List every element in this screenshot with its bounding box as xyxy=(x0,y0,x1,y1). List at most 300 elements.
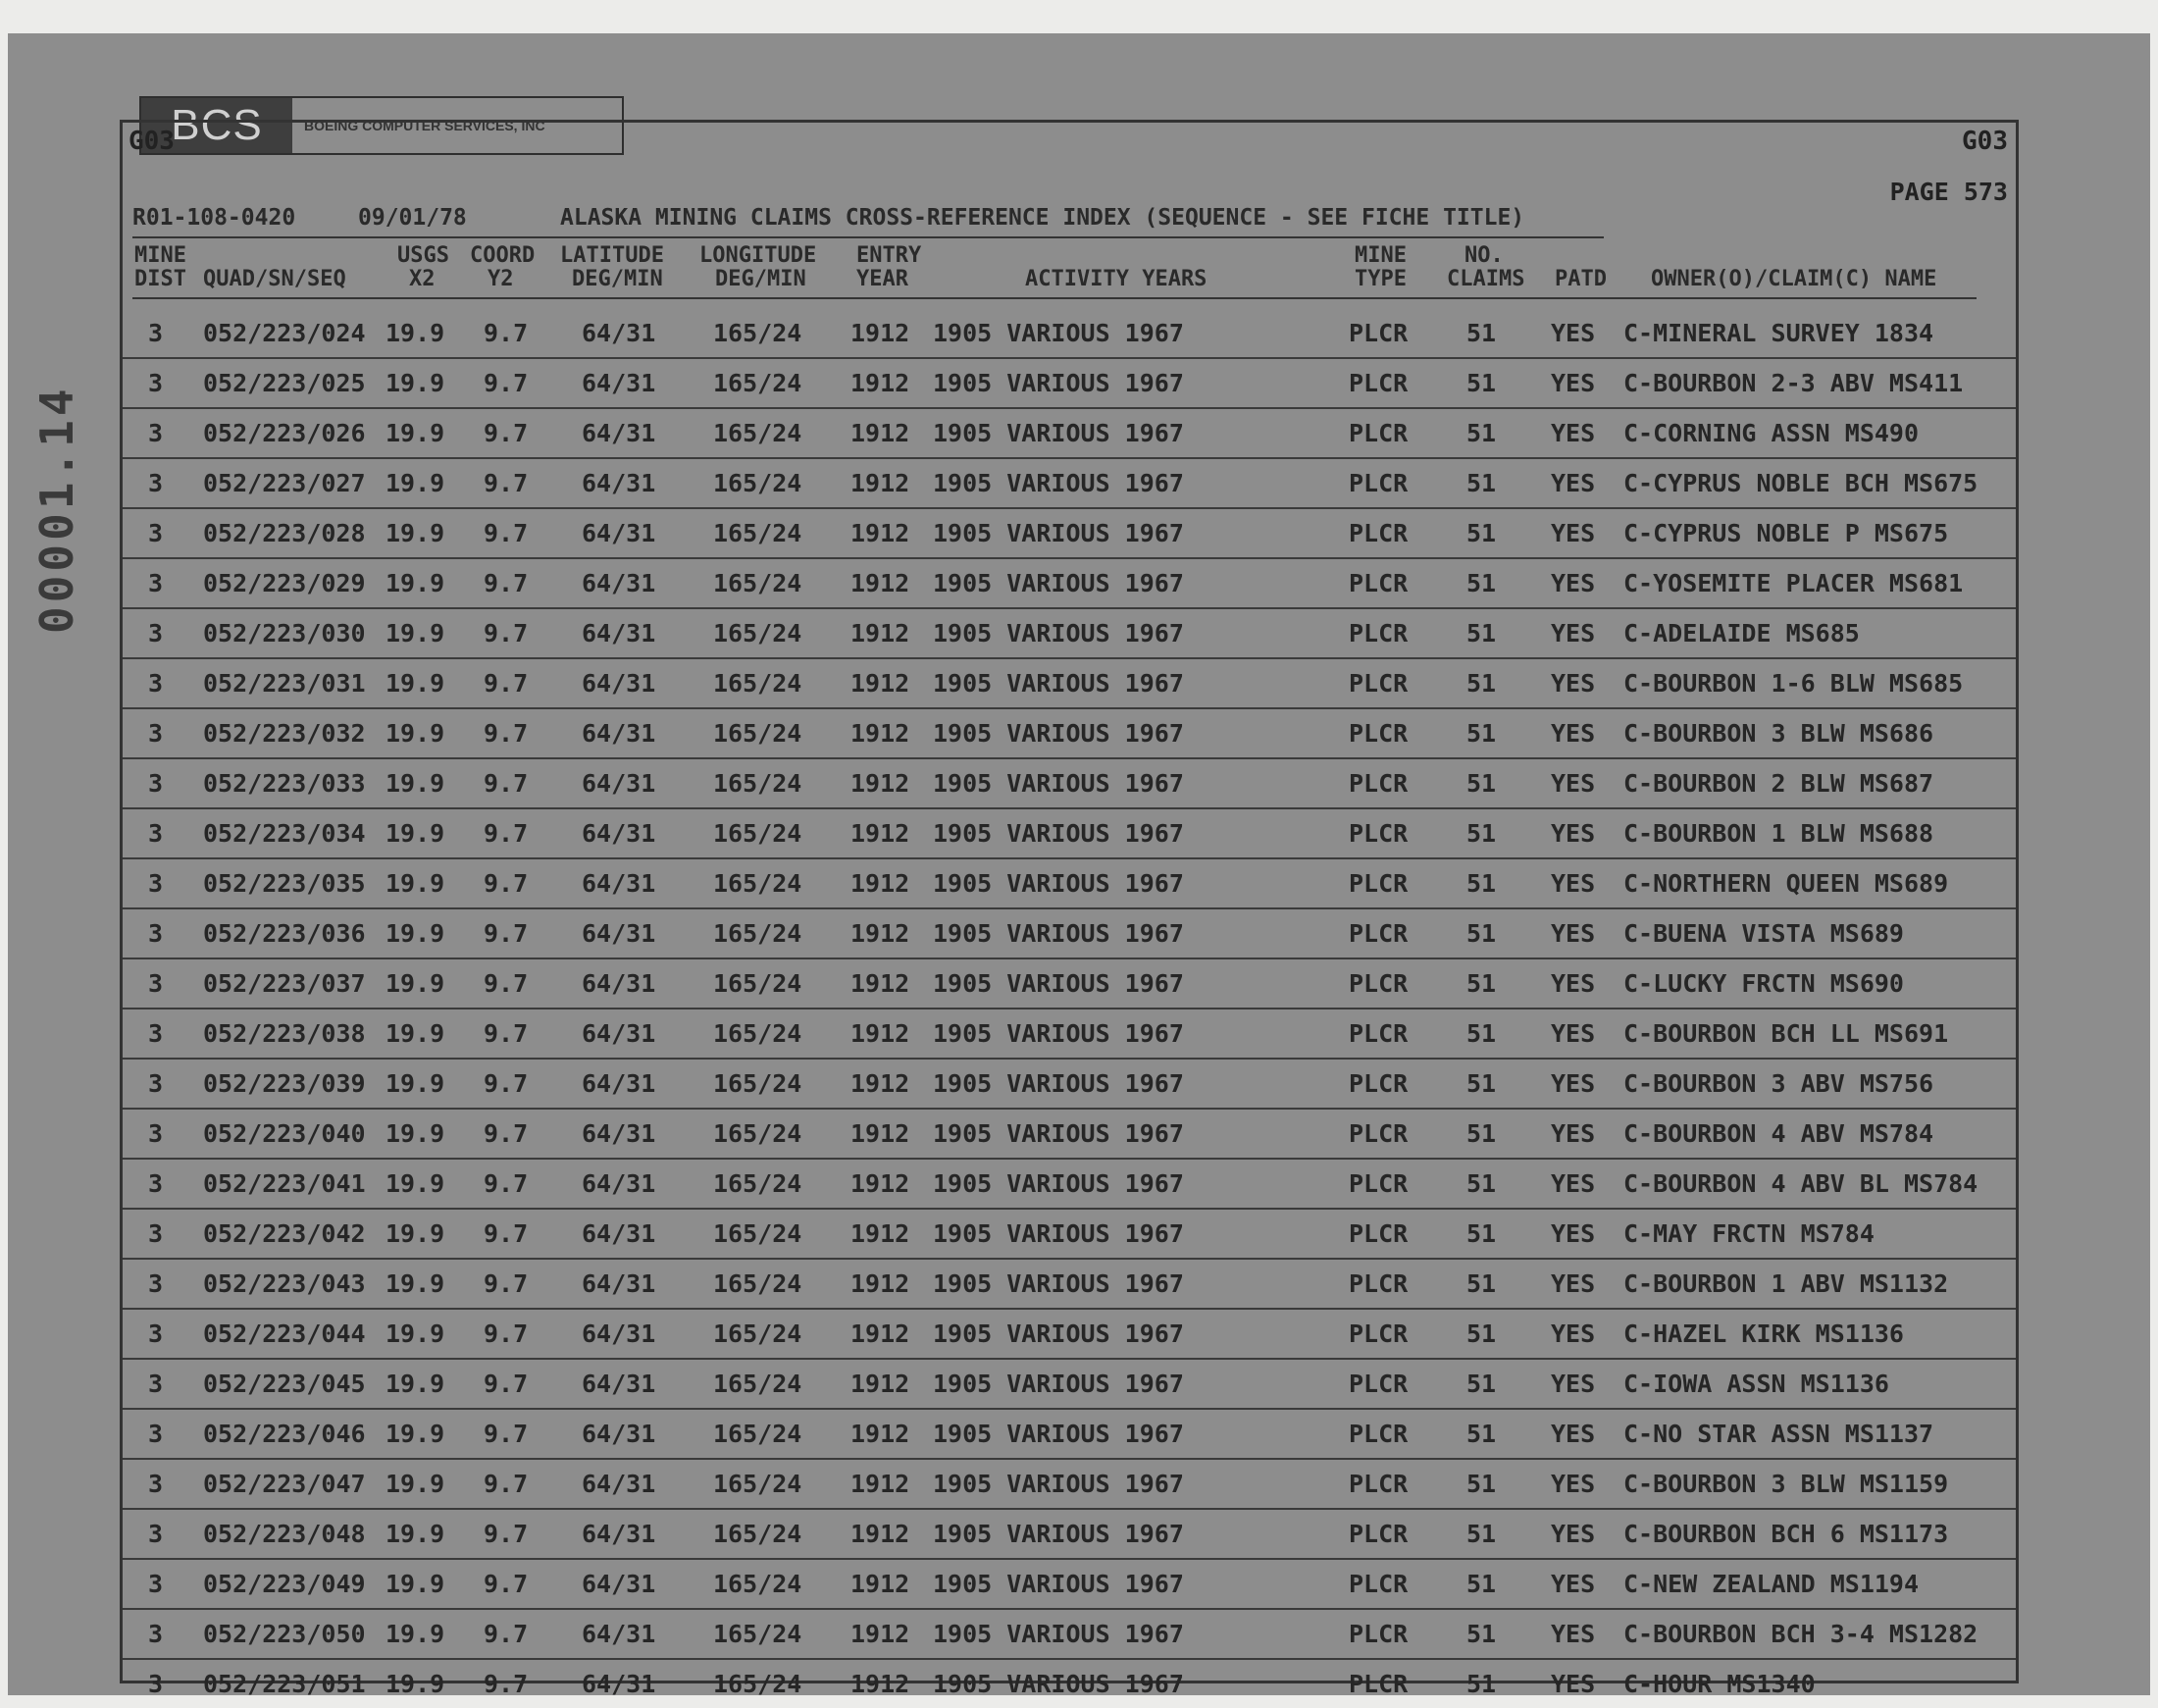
cell-coord-y2: 9.7 xyxy=(484,1019,529,1048)
cell-owner-claim-name: C-BOURBON BCH LL MS691 xyxy=(1623,1019,1949,1048)
cell-latitude: 64/31 xyxy=(582,769,656,798)
cell-quad-sn-seq: 052/223/036 xyxy=(203,919,366,948)
cell-mine-dist: 3 xyxy=(148,1520,164,1548)
cell-owner-claim-name: C-BOURBON 4 ABV BL MS784 xyxy=(1623,1169,1978,1198)
cell-activity-years: 1905 VARIOUS 1967 xyxy=(933,369,1184,397)
cell-no-claims: 51 xyxy=(1466,619,1497,647)
cell-coord-y2: 9.7 xyxy=(484,469,529,497)
cell-activity-years: 1905 VARIOUS 1967 xyxy=(933,919,1184,948)
cell-activity-years: 1905 VARIOUS 1967 xyxy=(933,1069,1184,1098)
cell-latitude: 64/31 xyxy=(582,1119,656,1148)
cell-coord-y2: 9.7 xyxy=(484,819,529,848)
cell-coord-y2: 9.7 xyxy=(484,1620,529,1648)
cell-no-claims: 51 xyxy=(1466,769,1497,798)
cell-activity-years: 1905 VARIOUS 1967 xyxy=(933,569,1184,597)
cell-patented: YES xyxy=(1551,1069,1596,1098)
cell-mine-dist: 3 xyxy=(148,919,164,948)
table-row xyxy=(123,1610,2016,1660)
cell-latitude: 64/31 xyxy=(582,1420,656,1448)
cell-owner-claim-name: C-BOURBON 1-6 BLW MS685 xyxy=(1623,669,1964,698)
cell-owner-claim-name: C-CYPRUS NOBLE P MS675 xyxy=(1623,519,1949,547)
cell-longitude: 165/24 xyxy=(713,1169,802,1198)
cell-no-claims: 51 xyxy=(1466,919,1497,948)
cell-usgs-x2: 19.9 xyxy=(385,869,445,898)
cell-no-claims: 51 xyxy=(1466,1670,1497,1698)
cell-mine-dist: 3 xyxy=(148,469,164,497)
cell-coord-y2: 9.7 xyxy=(484,369,529,397)
header-rule xyxy=(132,297,1977,299)
cell-mine-type: PLCR xyxy=(1349,919,1409,948)
cell-latitude: 64/31 xyxy=(582,1169,656,1198)
cell-mine-type: PLCR xyxy=(1349,1470,1409,1498)
cell-latitude: 64/31 xyxy=(582,1370,656,1398)
cell-owner-claim-name: C-BOURBON 2-3 ABV MS411 xyxy=(1623,369,1964,397)
cell-mine-type: PLCR xyxy=(1349,1320,1409,1348)
cell-mine-type: PLCR xyxy=(1349,519,1409,547)
cell-entry-year: 1912 xyxy=(850,369,910,397)
cell-entry-year: 1912 xyxy=(850,1570,910,1598)
report-title-line xyxy=(132,203,1604,238)
table-row xyxy=(123,1210,2016,1260)
cell-quad-sn-seq: 052/223/033 xyxy=(203,769,366,798)
cell-usgs-x2: 19.9 xyxy=(385,519,445,547)
cell-usgs-x2: 19.9 xyxy=(385,1219,445,1248)
cell-usgs-x2: 19.9 xyxy=(385,319,445,347)
table-row xyxy=(123,1009,2016,1060)
cell-mine-type: PLCR xyxy=(1349,319,1409,347)
cell-no-claims: 51 xyxy=(1466,1370,1497,1398)
cell-usgs-x2: 19.9 xyxy=(385,1119,445,1148)
cell-longitude: 165/24 xyxy=(713,1119,802,1148)
cell-entry-year: 1912 xyxy=(850,1620,910,1648)
cell-no-claims: 51 xyxy=(1466,569,1497,597)
cell-activity-years: 1905 VARIOUS 1967 xyxy=(933,769,1184,798)
cell-coord-y2: 9.7 xyxy=(484,1119,529,1148)
cell-usgs-x2: 19.9 xyxy=(385,1520,445,1548)
cell-patented: YES xyxy=(1551,1370,1596,1398)
cell-coord-y2: 9.7 xyxy=(484,1670,529,1698)
cell-quad-sn-seq: 052/223/027 xyxy=(203,469,366,497)
cell-longitude: 165/24 xyxy=(713,769,802,798)
cell-usgs-x2: 19.9 xyxy=(385,569,445,597)
cell-mine-dist: 3 xyxy=(148,869,164,898)
cell-quad-sn-seq: 052/223/050 xyxy=(203,1620,366,1648)
cell-longitude: 165/24 xyxy=(713,519,802,547)
cell-mine-dist: 3 xyxy=(148,1470,164,1498)
header-mine-type: MINE TYPE xyxy=(1355,243,1407,291)
cell-entry-year: 1912 xyxy=(850,1370,910,1398)
cell-activity-years: 1905 VARIOUS 1967 xyxy=(933,1670,1184,1698)
cell-usgs-x2: 19.9 xyxy=(385,1320,445,1348)
cell-owner-claim-name: C-YOSEMITE PLACER MS681 xyxy=(1623,569,1964,597)
cell-usgs-x2: 19.9 xyxy=(385,769,445,798)
cell-mine-dist: 3 xyxy=(148,669,164,698)
cell-mine-type: PLCR xyxy=(1349,1019,1409,1048)
header-no-claims: NO. CLAIMS xyxy=(1447,243,1525,291)
cell-quad-sn-seq: 052/223/035 xyxy=(203,869,366,898)
cell-usgs-x2: 19.9 xyxy=(385,819,445,848)
cell-mine-dist: 3 xyxy=(148,1420,164,1448)
cell-entry-year: 1912 xyxy=(850,1670,910,1698)
cell-usgs-x2: 19.9 xyxy=(385,619,445,647)
cell-coord-y2: 9.7 xyxy=(484,969,529,998)
table-row xyxy=(123,759,2016,809)
cell-activity-years: 1905 VARIOUS 1967 xyxy=(933,1169,1184,1198)
table-row xyxy=(123,409,2016,459)
cell-no-claims: 51 xyxy=(1466,469,1497,497)
cell-quad-sn-seq: 052/223/024 xyxy=(203,319,366,347)
cell-owner-claim-name: C-BOURBON 1 ABV MS1132 xyxy=(1623,1269,1949,1298)
cell-patented: YES xyxy=(1551,1169,1596,1198)
cell-owner-claim-name: C-MAY FRCTN MS784 xyxy=(1623,1219,1875,1248)
cell-mine-dist: 3 xyxy=(148,1570,164,1598)
cell-longitude: 165/24 xyxy=(713,569,802,597)
cell-owner-claim-name: C-BOURBON 3 ABV MS756 xyxy=(1623,1069,1934,1098)
cell-quad-sn-seq: 052/223/031 xyxy=(203,669,366,698)
cell-longitude: 165/24 xyxy=(713,1470,802,1498)
cell-entry-year: 1912 xyxy=(850,1169,910,1198)
cell-entry-year: 1912 xyxy=(850,719,910,748)
cell-quad-sn-seq: 052/223/029 xyxy=(203,569,366,597)
cell-longitude: 165/24 xyxy=(713,969,802,998)
cell-mine-type: PLCR xyxy=(1349,1269,1409,1298)
cell-mine-dist: 3 xyxy=(148,1320,164,1348)
cell-entry-year: 1912 xyxy=(850,1420,910,1448)
cell-coord-y2: 9.7 xyxy=(484,1320,529,1348)
logo-abbr: BCS xyxy=(141,98,292,153)
header-longitude: LONGITUDE DEG/MIN xyxy=(699,243,817,291)
cell-activity-years: 1905 VARIOUS 1967 xyxy=(933,469,1184,497)
cell-entry-year: 1912 xyxy=(850,519,910,547)
cell-longitude: 165/24 xyxy=(713,1069,802,1098)
header-coord-y2: COORD Y2 xyxy=(470,243,536,291)
cell-longitude: 165/24 xyxy=(713,319,802,347)
cell-usgs-x2: 19.9 xyxy=(385,1670,445,1698)
cell-owner-claim-name: C-BOURBON BCH 3-4 MS1282 xyxy=(1623,1620,1978,1648)
cell-owner-claim-name: C-HOUR MS1340 xyxy=(1623,1670,1816,1698)
cell-no-claims: 51 xyxy=(1466,1520,1497,1548)
header-quad: QUAD/SN/SEQ xyxy=(203,267,346,291)
cell-latitude: 64/31 xyxy=(582,619,656,647)
cell-usgs-x2: 19.9 xyxy=(385,969,445,998)
cell-coord-y2: 9.7 xyxy=(484,769,529,798)
cell-quad-sn-seq: 052/223/034 xyxy=(203,819,366,848)
cell-mine-type: PLCR xyxy=(1349,1520,1409,1548)
cell-mine-dist: 3 xyxy=(148,1119,164,1148)
cell-usgs-x2: 19.9 xyxy=(385,1470,445,1498)
cell-patented: YES xyxy=(1551,919,1596,948)
cell-usgs-x2: 19.9 xyxy=(385,1570,445,1598)
cell-owner-claim-name: C-CYPRUS NOBLE BCH MS675 xyxy=(1623,469,1978,497)
cell-longitude: 165/24 xyxy=(713,1670,802,1698)
cell-longitude: 165/24 xyxy=(713,869,802,898)
cell-no-claims: 51 xyxy=(1466,1019,1497,1048)
report-frame xyxy=(120,120,2019,1698)
cell-no-claims: 51 xyxy=(1466,319,1497,347)
cell-entry-year: 1912 xyxy=(850,1219,910,1248)
cell-activity-years: 1905 VARIOUS 1967 xyxy=(933,1420,1184,1448)
cell-no-claims: 51 xyxy=(1466,869,1497,898)
cell-no-claims: 51 xyxy=(1466,369,1497,397)
cell-usgs-x2: 19.9 xyxy=(385,1169,445,1198)
table-row xyxy=(123,1260,2016,1310)
table-row xyxy=(123,309,2016,359)
cell-owner-claim-name: C-CORNING ASSN MS490 xyxy=(1623,419,1920,447)
cell-owner-claim-name: C-NORTHERN QUEEN MS689 xyxy=(1623,869,1949,898)
cell-mine-type: PLCR xyxy=(1349,969,1409,998)
cell-quad-sn-seq: 052/223/051 xyxy=(203,1670,366,1698)
cell-mine-type: PLCR xyxy=(1349,369,1409,397)
table-row xyxy=(123,509,2016,559)
cell-no-claims: 51 xyxy=(1466,1219,1497,1248)
cell-coord-y2: 9.7 xyxy=(484,719,529,748)
cell-latitude: 64/31 xyxy=(582,1470,656,1498)
table-row xyxy=(123,1410,2016,1460)
cell-entry-year: 1912 xyxy=(850,619,910,647)
cell-owner-claim-name: C-BOURBON 1 BLW MS688 xyxy=(1623,819,1934,848)
cell-latitude: 64/31 xyxy=(582,1219,656,1248)
cell-usgs-x2: 19.9 xyxy=(385,669,445,698)
cell-patented: YES xyxy=(1551,469,1596,497)
cell-patented: YES xyxy=(1551,419,1596,447)
cell-latitude: 64/31 xyxy=(582,419,656,447)
cell-coord-y2: 9.7 xyxy=(484,619,529,647)
table-row xyxy=(123,659,2016,709)
cell-mine-type: PLCR xyxy=(1349,1620,1409,1648)
cell-quad-sn-seq: 052/223/044 xyxy=(203,1320,366,1348)
column-header xyxy=(132,244,2006,299)
cell-activity-years: 1905 VARIOUS 1967 xyxy=(933,1019,1184,1048)
cell-patented: YES xyxy=(1551,1570,1596,1598)
cell-mine-type: PLCR xyxy=(1349,1069,1409,1098)
cell-mine-dist: 3 xyxy=(148,369,164,397)
cell-latitude: 64/31 xyxy=(582,569,656,597)
cell-mine-type: PLCR xyxy=(1349,1370,1409,1398)
cell-coord-y2: 9.7 xyxy=(484,1470,529,1498)
cell-mine-dist: 3 xyxy=(148,519,164,547)
cell-latitude: 64/31 xyxy=(582,1520,656,1548)
cell-latitude: 64/31 xyxy=(582,1570,656,1598)
cell-quad-sn-seq: 052/223/045 xyxy=(203,1370,366,1398)
cell-patented: YES xyxy=(1551,1320,1596,1348)
cell-mine-type: PLCR xyxy=(1349,669,1409,698)
cell-patented: YES xyxy=(1551,1269,1596,1298)
cell-longitude: 165/24 xyxy=(713,1219,802,1248)
cell-entry-year: 1912 xyxy=(850,469,910,497)
cell-entry-year: 1912 xyxy=(850,1470,910,1498)
cell-usgs-x2: 19.9 xyxy=(385,1069,445,1098)
cell-mine-type: PLCR xyxy=(1349,869,1409,898)
cell-quad-sn-seq: 052/223/037 xyxy=(203,969,366,998)
cell-coord-y2: 9.7 xyxy=(484,1370,529,1398)
header-entry-year: ENTRY YEAR xyxy=(856,243,922,291)
page-number: PAGE 573 xyxy=(1889,178,2008,206)
cell-coord-y2: 9.7 xyxy=(484,1169,529,1198)
table-row xyxy=(123,709,2016,759)
cell-owner-claim-name: C-BOURBON 3 BLW MS1159 xyxy=(1623,1470,1949,1498)
cell-latitude: 64/31 xyxy=(582,1670,656,1698)
cell-no-claims: 51 xyxy=(1466,419,1497,447)
cell-mine-type: PLCR xyxy=(1349,819,1409,848)
cell-coord-y2: 9.7 xyxy=(484,319,529,347)
cell-longitude: 165/24 xyxy=(713,1320,802,1348)
cell-longitude: 165/24 xyxy=(713,1019,802,1048)
cell-longitude: 165/24 xyxy=(713,419,802,447)
cell-mine-dist: 3 xyxy=(148,1269,164,1298)
cell-coord-y2: 9.7 xyxy=(484,919,529,948)
cell-coord-y2: 9.7 xyxy=(484,869,529,898)
cell-entry-year: 1912 xyxy=(850,319,910,347)
header-owner: OWNER(O)/CLAIM(C) NAME xyxy=(1651,267,1937,291)
cell-no-claims: 51 xyxy=(1466,1420,1497,1448)
table-row xyxy=(123,459,2016,509)
table-row xyxy=(123,1360,2016,1410)
cell-no-claims: 51 xyxy=(1466,1069,1497,1098)
cell-mine-dist: 3 xyxy=(148,619,164,647)
cell-latitude: 64/31 xyxy=(582,369,656,397)
cell-entry-year: 1912 xyxy=(850,1069,910,1098)
cell-latitude: 64/31 xyxy=(582,519,656,547)
table-row xyxy=(123,1110,2016,1160)
cell-activity-years: 1905 VARIOUS 1967 xyxy=(933,969,1184,998)
report-id: R01-108-0420 xyxy=(132,205,296,231)
cell-no-claims: 51 xyxy=(1466,1169,1497,1198)
cell-longitude: 165/24 xyxy=(713,819,802,848)
table-row xyxy=(123,909,2016,959)
header-patd: PATD xyxy=(1555,267,1607,291)
cell-latitude: 64/31 xyxy=(582,1620,656,1648)
cell-entry-year: 1912 xyxy=(850,919,910,948)
cell-longitude: 165/24 xyxy=(713,1269,802,1298)
cell-mine-dist: 3 xyxy=(148,1670,164,1698)
cell-latitude: 64/31 xyxy=(582,969,656,998)
cell-quad-sn-seq: 052/223/048 xyxy=(203,1520,366,1548)
cell-usgs-x2: 19.9 xyxy=(385,1420,445,1448)
cell-activity-years: 1905 VARIOUS 1967 xyxy=(933,519,1184,547)
claims-table xyxy=(123,309,2016,1708)
cell-no-claims: 51 xyxy=(1466,519,1497,547)
table-row xyxy=(123,359,2016,409)
cell-latitude: 64/31 xyxy=(582,869,656,898)
cell-usgs-x2: 19.9 xyxy=(385,1269,445,1298)
cell-latitude: 64/31 xyxy=(582,1019,656,1048)
cell-no-claims: 51 xyxy=(1466,669,1497,698)
cell-quad-sn-seq: 052/223/042 xyxy=(203,1219,366,1248)
cell-patented: YES xyxy=(1551,719,1596,748)
cell-quad-sn-seq: 052/223/025 xyxy=(203,369,366,397)
cell-owner-claim-name: C-ADELAIDE MS685 xyxy=(1623,619,1860,647)
cell-longitude: 165/24 xyxy=(713,1420,802,1448)
cell-no-claims: 51 xyxy=(1466,719,1497,748)
header-usgs-x2: USGS X2 xyxy=(397,243,449,291)
cell-patented: YES xyxy=(1551,969,1596,998)
cell-mine-dist: 3 xyxy=(148,1370,164,1398)
cell-patented: YES xyxy=(1551,669,1596,698)
cell-mine-dist: 3 xyxy=(148,1219,164,1248)
cell-latitude: 64/31 xyxy=(582,1069,656,1098)
cell-mine-type: PLCR xyxy=(1349,1119,1409,1148)
cell-entry-year: 1912 xyxy=(850,669,910,698)
corner-label-right: G03 xyxy=(1962,127,2008,156)
cell-entry-year: 1912 xyxy=(850,1019,910,1048)
cell-quad-sn-seq: 052/223/038 xyxy=(203,1019,366,1048)
cell-no-claims: 51 xyxy=(1466,1119,1497,1148)
table-row xyxy=(123,959,2016,1009)
cell-activity-years: 1905 VARIOUS 1967 xyxy=(933,719,1184,748)
cell-latitude: 64/31 xyxy=(582,919,656,948)
cell-usgs-x2: 19.9 xyxy=(385,419,445,447)
cell-mine-type: PLCR xyxy=(1349,1219,1409,1248)
cell-activity-years: 1905 VARIOUS 1967 xyxy=(933,1370,1184,1398)
cell-owner-claim-name: C-BOURBON BCH 6 MS1173 xyxy=(1623,1520,1949,1548)
cell-patented: YES xyxy=(1551,1119,1596,1148)
cell-no-claims: 51 xyxy=(1466,1320,1497,1348)
cell-mine-dist: 3 xyxy=(148,1169,164,1198)
cell-patented: YES xyxy=(1551,769,1596,798)
cell-patented: YES xyxy=(1551,1420,1596,1448)
cell-latitude: 64/31 xyxy=(582,319,656,347)
cell-longitude: 165/24 xyxy=(713,469,802,497)
cell-patented: YES xyxy=(1551,869,1596,898)
cell-quad-sn-seq: 052/223/030 xyxy=(203,619,366,647)
cell-quad-sn-seq: 052/223/026 xyxy=(203,419,366,447)
cell-owner-claim-name: C-BUENA VISTA MS689 xyxy=(1623,919,1904,948)
cell-patented: YES xyxy=(1551,1219,1596,1248)
cell-activity-years: 1905 VARIOUS 1967 xyxy=(933,619,1184,647)
cell-owner-claim-name: C-HAZEL KIRK MS1136 xyxy=(1623,1320,1904,1348)
cell-mine-dist: 3 xyxy=(148,969,164,998)
corner-label-left: G03 xyxy=(128,127,175,156)
cell-patented: YES xyxy=(1551,1520,1596,1548)
cell-longitude: 165/24 xyxy=(713,1370,802,1398)
cell-usgs-x2: 19.9 xyxy=(385,1370,445,1398)
cell-entry-year: 1912 xyxy=(850,769,910,798)
header-activity-years: ACTIVITY YEARS xyxy=(1025,267,1207,291)
cell-entry-year: 1912 xyxy=(850,569,910,597)
cell-activity-years: 1905 VARIOUS 1967 xyxy=(933,669,1184,698)
cell-coord-y2: 9.7 xyxy=(484,1219,529,1248)
cell-mine-type: PLCR xyxy=(1349,769,1409,798)
cell-longitude: 165/24 xyxy=(713,669,802,698)
cell-entry-year: 1912 xyxy=(850,869,910,898)
cell-patented: YES xyxy=(1551,369,1596,397)
cell-quad-sn-seq: 052/223/046 xyxy=(203,1420,366,1448)
cell-patented: YES xyxy=(1551,519,1596,547)
cell-usgs-x2: 19.9 xyxy=(385,719,445,748)
cell-mine-type: PLCR xyxy=(1349,569,1409,597)
table-row xyxy=(123,609,2016,659)
cell-latitude: 64/31 xyxy=(582,669,656,698)
cell-activity-years: 1905 VARIOUS 1967 xyxy=(933,1119,1184,1148)
cell-mine-type: PLCR xyxy=(1349,619,1409,647)
cell-owner-claim-name: C-BOURBON 4 ABV MS784 xyxy=(1623,1119,1934,1148)
cell-patented: YES xyxy=(1551,819,1596,848)
cell-quad-sn-seq: 052/223/040 xyxy=(203,1119,366,1148)
cell-owner-claim-name: C-NEW ZEALAND MS1194 xyxy=(1623,1570,1920,1598)
cell-activity-years: 1905 VARIOUS 1967 xyxy=(933,1620,1184,1648)
table-row xyxy=(123,1160,2016,1210)
table-row xyxy=(123,809,2016,859)
cell-usgs-x2: 19.9 xyxy=(385,1019,445,1048)
cell-patented: YES xyxy=(1551,319,1596,347)
cell-latitude: 64/31 xyxy=(582,1269,656,1298)
cell-coord-y2: 9.7 xyxy=(484,519,529,547)
cell-patented: YES xyxy=(1551,1620,1596,1648)
cell-quad-sn-seq: 052/223/028 xyxy=(203,519,366,547)
cell-longitude: 165/24 xyxy=(713,719,802,748)
cell-entry-year: 1912 xyxy=(850,1520,910,1548)
table-row xyxy=(123,1310,2016,1360)
